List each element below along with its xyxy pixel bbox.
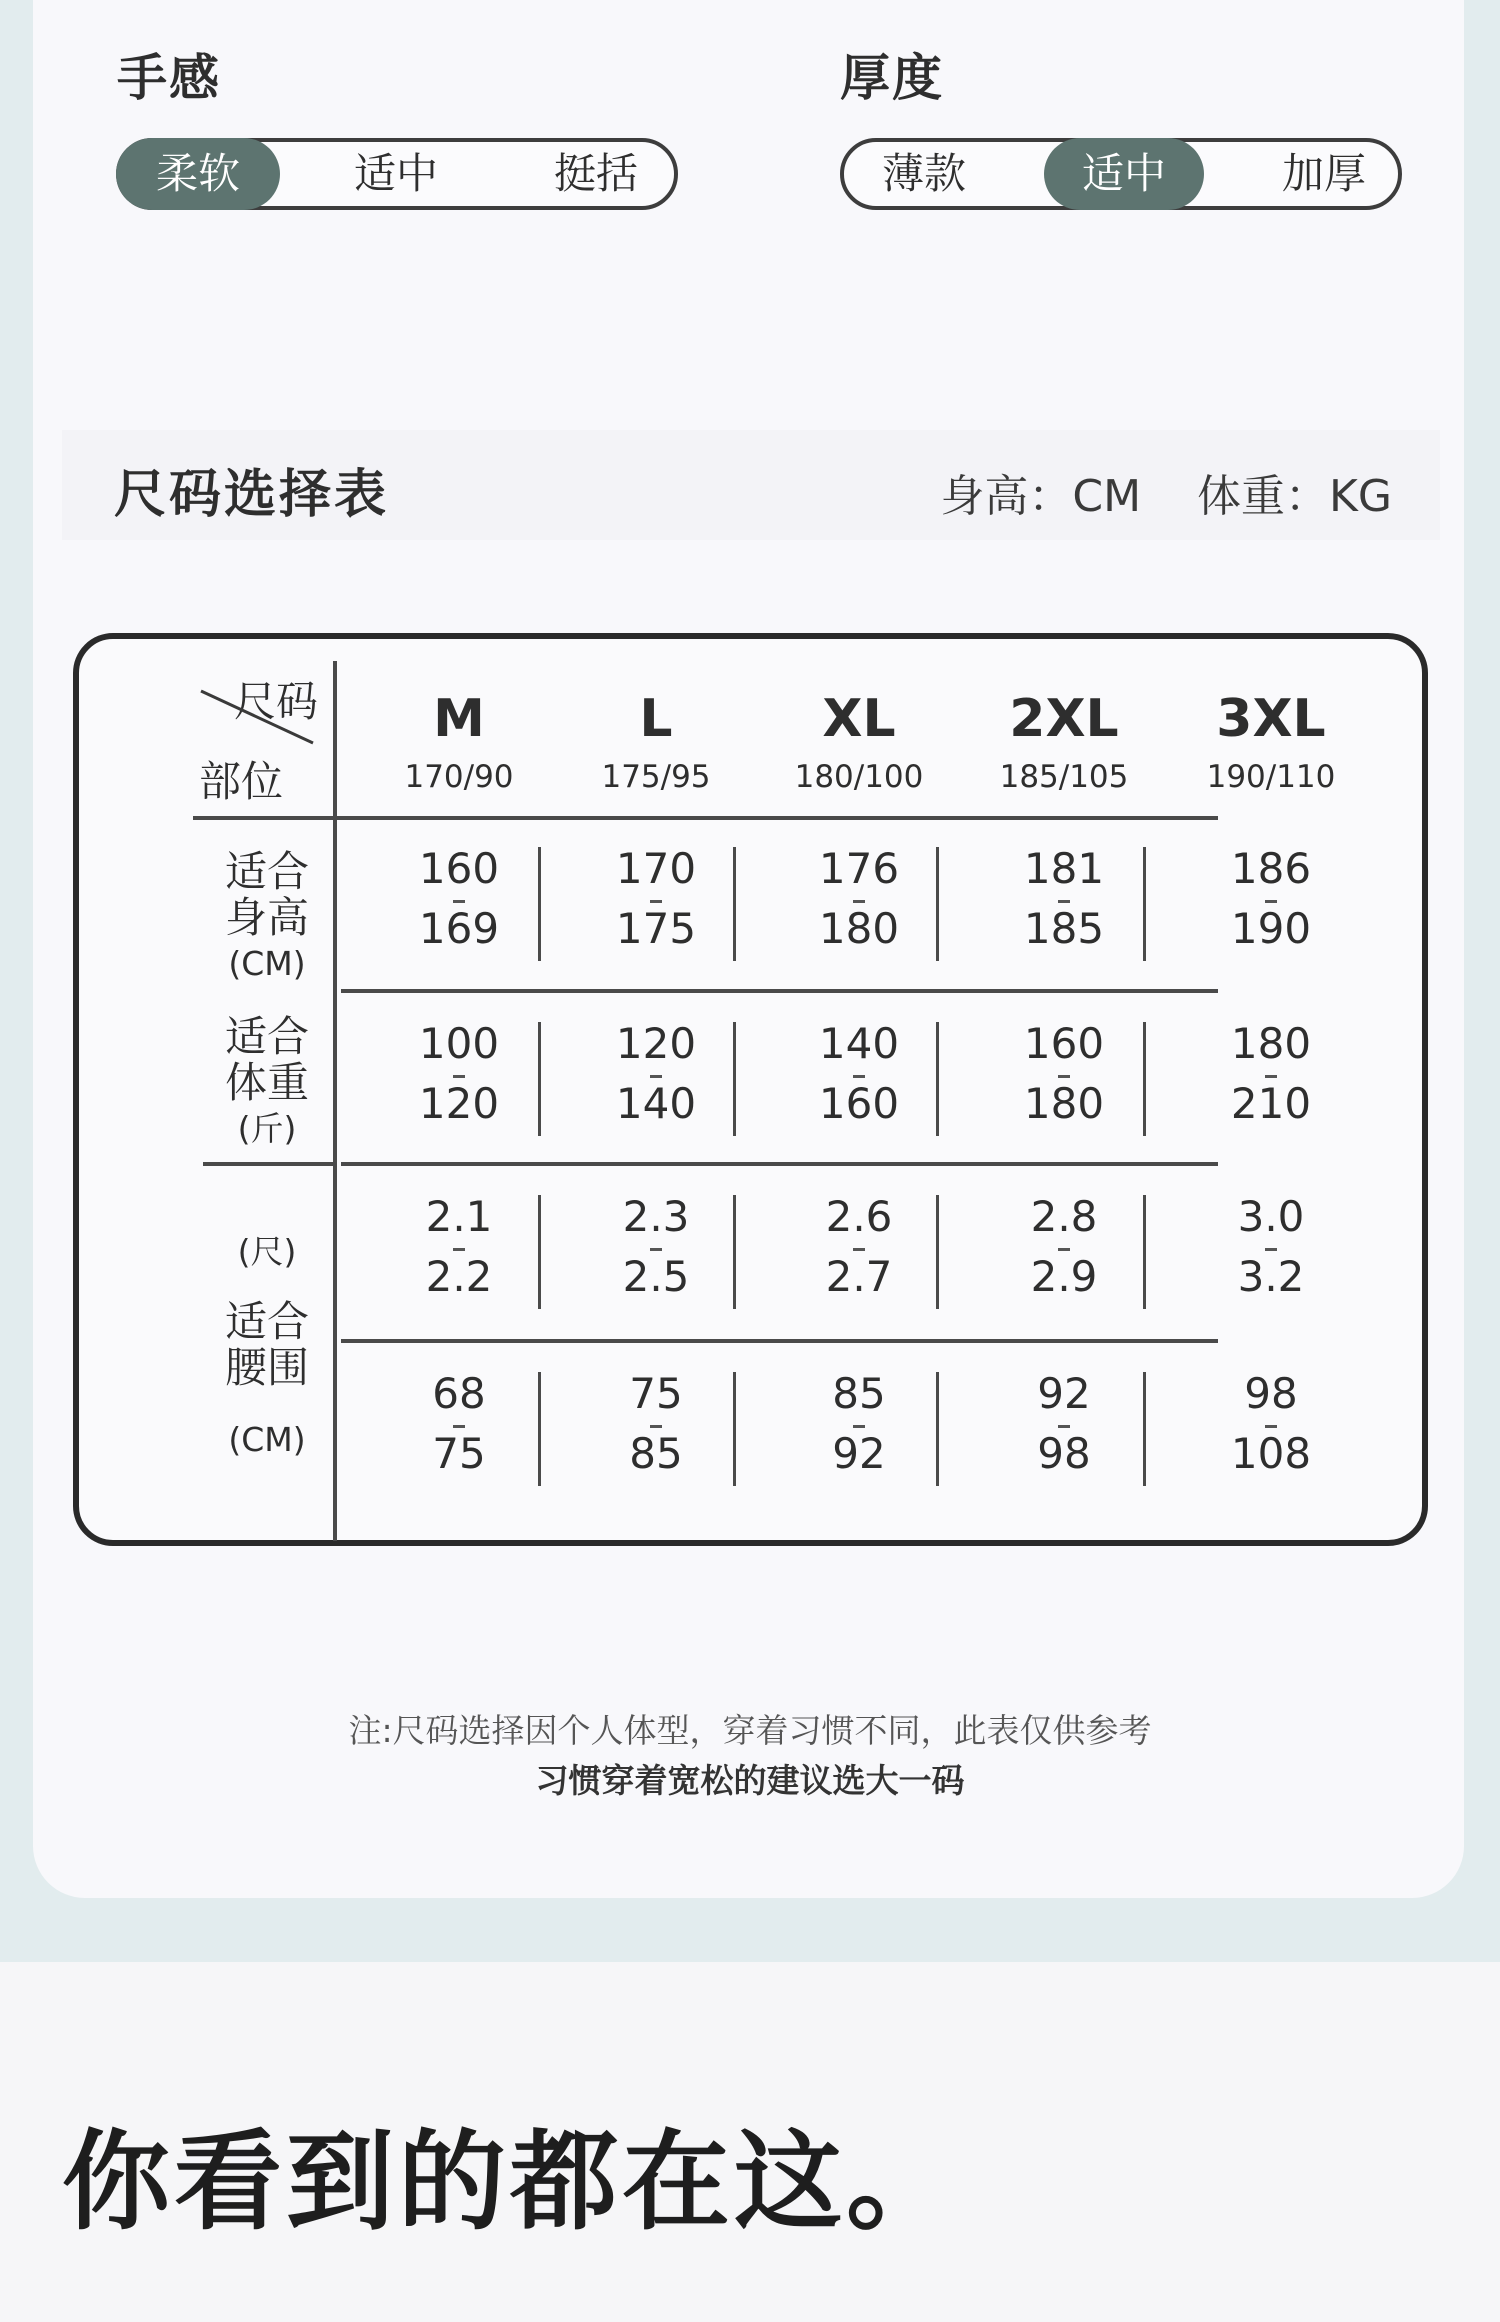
- table-cell: [556, 1187, 756, 1307]
- corner-size-label: 尺码: [234, 677, 319, 726]
- column-divider: [1143, 1022, 1146, 1136]
- cell-min: 170: [615, 844, 697, 893]
- row-label-weight-unit: (斤): [237, 1109, 297, 1148]
- table-cell: [359, 1364, 559, 1484]
- size-m: M: [433, 689, 485, 749]
- cell-max: 180: [818, 904, 900, 953]
- cell-min: 2.1: [425, 1192, 493, 1241]
- cell-min: 181: [1023, 844, 1105, 893]
- spec-3xl: 190/110: [1206, 759, 1336, 795]
- column-divider: [1143, 847, 1146, 961]
- table-cell: [759, 1187, 959, 1307]
- table-cell: [1171, 1187, 1371, 1307]
- row-label-weight-line2: 体重: [224, 1058, 309, 1107]
- column-divider: [538, 847, 541, 961]
- thickness-selector[interactable]: [840, 138, 1402, 210]
- column-divider: [733, 1022, 736, 1136]
- row-label-height-line1: 适合: [224, 847, 309, 896]
- thickness-option-medium[interactable]: 适中: [1044, 138, 1204, 210]
- bottom-slogan: 你看到的都在这。: [62, 2120, 959, 2245]
- column-divider: [733, 1372, 736, 1486]
- row-label-height: [187, 849, 347, 987]
- corner-part-label: 部位: [199, 757, 284, 806]
- feel-selector[interactable]: [116, 138, 678, 210]
- cell-max: 92: [832, 1429, 886, 1478]
- column-divider: [1143, 1372, 1146, 1486]
- table-cell: [1171, 1014, 1371, 1134]
- cell-max: 140: [615, 1079, 697, 1128]
- cell-max: 108: [1230, 1429, 1312, 1478]
- cell-max: 98: [1037, 1429, 1091, 1478]
- row-label-height-unit: (CM): [228, 944, 306, 983]
- thickness-title: 厚度: [840, 49, 944, 107]
- size-3xl: 3XL: [1216, 689, 1326, 749]
- table-cell: [759, 1364, 959, 1484]
- spec-xl: 180/100: [794, 759, 924, 795]
- cell-min: 180: [1230, 1019, 1312, 1068]
- cell-max: 120: [418, 1079, 500, 1128]
- table-cell: [359, 1187, 559, 1307]
- size-table: [73, 633, 1428, 1546]
- table-cell: [556, 1014, 756, 1134]
- thickness-option-thin[interactable]: 薄款: [881, 149, 966, 198]
- cell-min: 2.6: [825, 1192, 893, 1241]
- cell-min: 176: [818, 844, 900, 893]
- row-label-weight: [187, 1014, 347, 1152]
- table-cell: [1171, 1364, 1371, 1484]
- row-label-waist-chi-unit: (尺): [237, 1232, 297, 1271]
- row-label-height-line2: 身高: [224, 893, 309, 942]
- cell-max: 85: [629, 1429, 683, 1478]
- cell-min: 160: [1023, 1019, 1105, 1068]
- row-divider-2: [203, 1162, 333, 1166]
- size-2xl: 2XL: [1009, 689, 1119, 749]
- row-label-waist-line2: 腰围: [224, 1343, 309, 1392]
- cell-min: 98: [1244, 1369, 1298, 1418]
- table-cell: [556, 839, 756, 959]
- feel-title: 手感: [117, 49, 221, 107]
- table-cell: [359, 839, 559, 959]
- cell-max: 2.9: [1030, 1252, 1098, 1301]
- row-label-weight-line1: 适合: [224, 1012, 309, 1061]
- cell-max: 160: [818, 1079, 900, 1128]
- size-l: L: [639, 689, 673, 749]
- cell-min: 140: [818, 1019, 900, 1068]
- size-chart-header: [62, 430, 1440, 540]
- table-cell: [1171, 839, 1371, 959]
- size-chart-title: 尺码选择表: [114, 465, 390, 525]
- cell-min: 2.8: [1030, 1192, 1098, 1241]
- corner-diagonal: [197, 687, 317, 747]
- cell-max: 175: [615, 904, 697, 953]
- column-divider: [936, 1195, 939, 1309]
- cell-max: 210: [1230, 1079, 1312, 1128]
- cell-min: 85: [832, 1369, 886, 1418]
- cell-min: 68: [432, 1369, 486, 1418]
- weight-unit: 体重：KG: [1197, 471, 1392, 522]
- cell-min: 3.0: [1237, 1192, 1305, 1241]
- cell-max: 2.5: [622, 1252, 690, 1301]
- column-divider: [936, 847, 939, 961]
- table-cell: [759, 1014, 959, 1134]
- column-divider: [1143, 1195, 1146, 1309]
- column-divider: [733, 1195, 736, 1309]
- column-divider: [538, 1195, 541, 1309]
- cell-max: 2.2: [425, 1252, 493, 1301]
- header-divider: [193, 816, 1218, 820]
- table-cell: [964, 1187, 1164, 1307]
- height-unit: 身高：CM: [940, 471, 1142, 522]
- row-divider-2b: [341, 1162, 1218, 1166]
- row-label-waist-unit: (CM): [228, 1420, 306, 1459]
- column-divider: [936, 1022, 939, 1136]
- spec-m: 170/90: [404, 759, 514, 795]
- cell-min: 92: [1037, 1369, 1091, 1418]
- column-divider: [936, 1372, 939, 1486]
- cell-min: 186: [1230, 844, 1312, 893]
- feel-option-medium[interactable]: 适中: [353, 149, 438, 198]
- size-advice: 习惯穿着宽松的建议选大一码: [535, 1761, 965, 1800]
- size-xl: XL: [822, 689, 896, 749]
- table-cell: [759, 839, 959, 959]
- column-divider: [733, 847, 736, 961]
- cell-min: 160: [418, 844, 500, 893]
- feel-option-stiff[interactable]: 挺括: [553, 149, 638, 198]
- table-cell: [556, 1364, 756, 1484]
- table-cell: [359, 1014, 559, 1134]
- cell-min: 100: [418, 1019, 500, 1068]
- thickness-option-thick[interactable]: 加厚: [1281, 149, 1366, 198]
- row-label-waist-chi: [187, 1229, 347, 1275]
- column-divider: [538, 1372, 541, 1486]
- cell-max: 180: [1023, 1079, 1105, 1128]
- row-label-waist: [187, 1299, 347, 1463]
- size-note: 注:尺码选择因个人体型，穿着习惯不同，此表仅供参考: [348, 1711, 1152, 1750]
- cell-min: 120: [615, 1019, 697, 1068]
- cell-max: 75: [432, 1429, 486, 1478]
- cell-min: 75: [629, 1369, 683, 1418]
- feel-option-soft[interactable]: 柔软: [116, 138, 280, 210]
- spec-l: 175/95: [601, 759, 711, 795]
- cell-min: 2.3: [622, 1192, 690, 1241]
- table-cell: [964, 1014, 1164, 1134]
- column-divider: [538, 1022, 541, 1136]
- cell-max: 2.7: [825, 1252, 893, 1301]
- table-cell: [964, 1364, 1164, 1484]
- cell-max: 185: [1023, 904, 1105, 953]
- cell-max: 169: [418, 904, 500, 953]
- row-divider-3: [341, 1339, 1218, 1343]
- row-divider-1: [341, 989, 1218, 993]
- table-cell: [964, 839, 1164, 959]
- row-label-waist-line1: 适合: [224, 1297, 309, 1346]
- spec-2xl: 185/105: [999, 759, 1129, 795]
- units-label: [884, 460, 1392, 524]
- cell-max: 190: [1230, 904, 1312, 953]
- cell-max: 3.2: [1237, 1252, 1305, 1301]
